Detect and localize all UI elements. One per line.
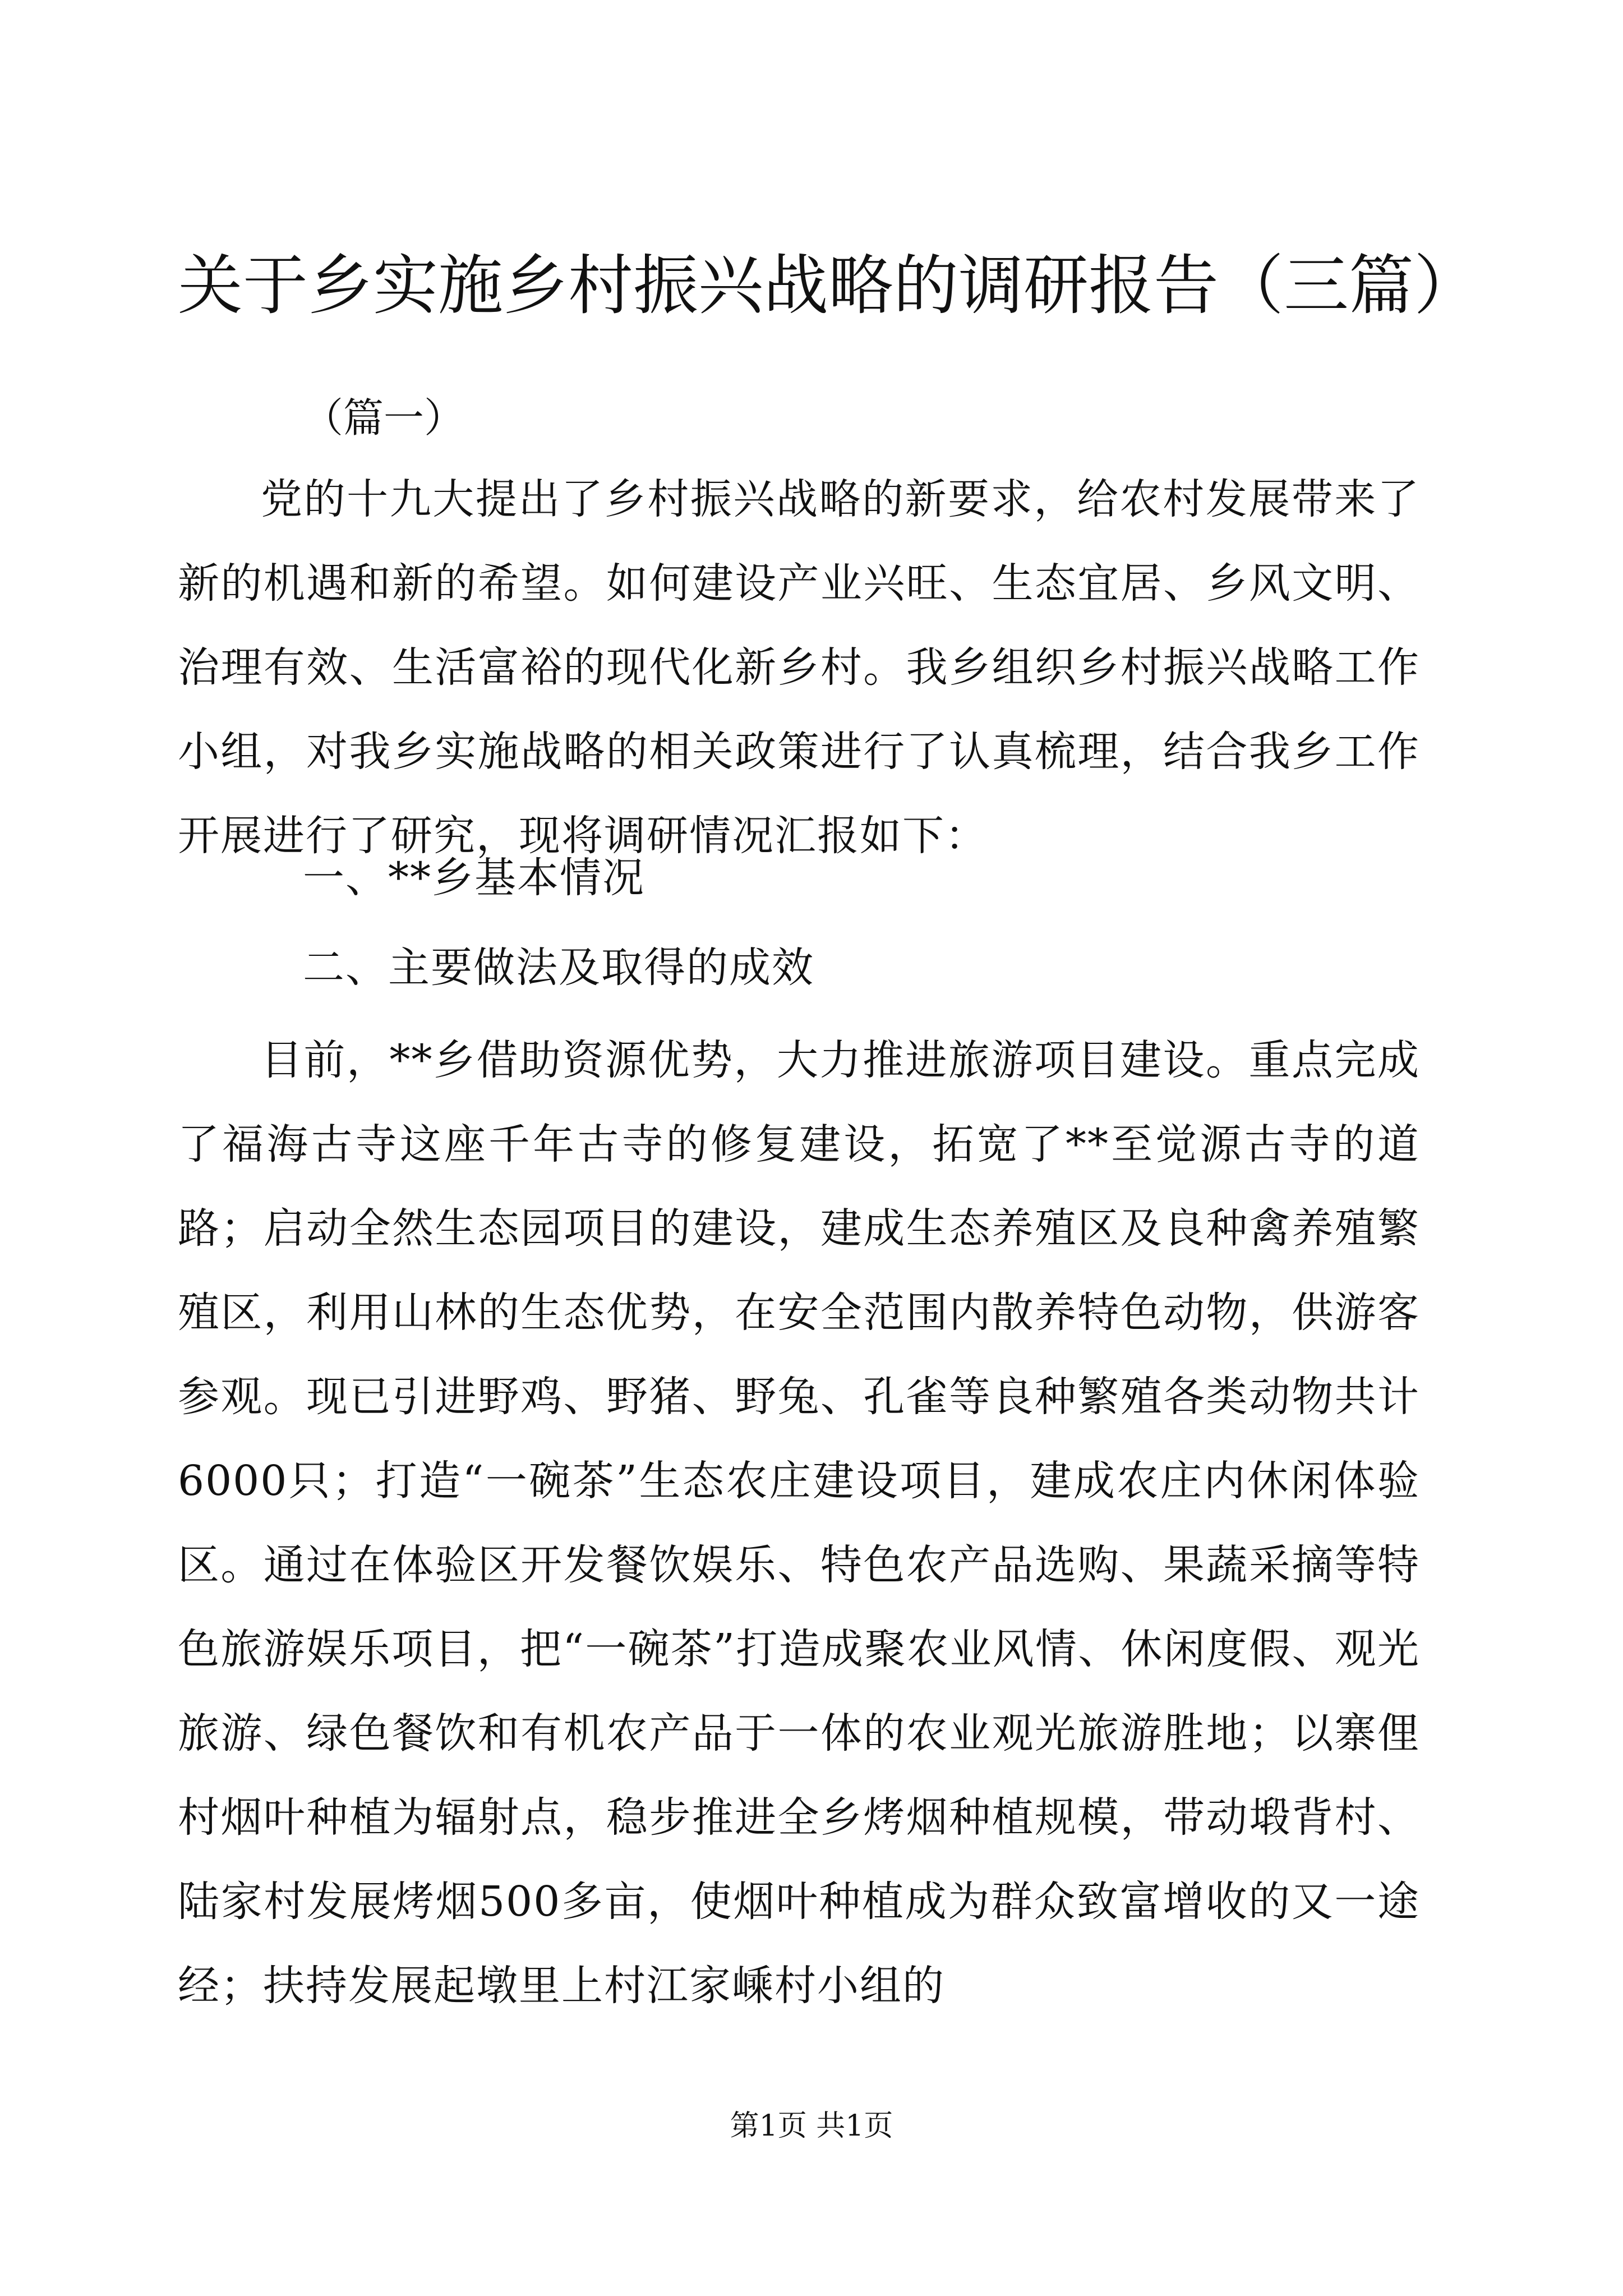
section-heading-1: 一、**乡基本情况 — [303, 854, 645, 902]
section-heading-2: 二、主要做法及取得的成效 — [303, 944, 814, 992]
page-title: 关于乡实施乡村振兴战略的调研报告（三篇） — [178, 248, 1479, 324]
body-paragraph: 目前，**乡借助资源优势，大力推进旅游项目建设。重点完成了福海古寺这座千年古寺的修复建设，拓宽了**至觉源古寺的道路；启动全然生态园项目的建设，建成生态养殖区及良种禽养殖繁殖区，利用山林的生态优势，在安全范围内散养特色动物，供游客参观。现已引进野鸡、野猪、野兔、孔雀等良种繁殖各类动物共计6000只；打造“一碗茶”生态农庄建设项目，建成农庄内休闲体验区。通过在体验区开发餐饮娱乐、特色农产品选购、果蔬采摘等特色旅游娱乐项目，把“一碗茶”打造成聚农业风情、休闲度假、观光旅游、绿色餐饮和有机农产品于一体的农业观光旅游胜地；以寨俚村烟叶种植为辐射点，稳步推进全乡烤烟种植规模，带动塅背村、陆家村发展烤烟500多亩，使烟叶种植成为群众致富增收的又一途经；扶持发展起墩里上村江家嵊村小组的 — [178, 1036, 1420, 2010]
part-label: （篇一） — [303, 394, 465, 441]
page-footer: 第1页 共1页 — [730, 2109, 893, 2143]
intro-paragraph: 党的十九大提出了乡村振兴战略的新要求，给农村发展带来了新的机遇和新的希望。如何建设产业兴旺、生态宜居、乡风文明、治理有效、生活富裕的现代化新乡村。我乡组织乡村振兴战略工作小组，对我乡实施战略的相关政策进行了认真梳理，结合我乡工作开展进行了研究，现将调研情况汇报如下： — [178, 475, 1420, 860]
